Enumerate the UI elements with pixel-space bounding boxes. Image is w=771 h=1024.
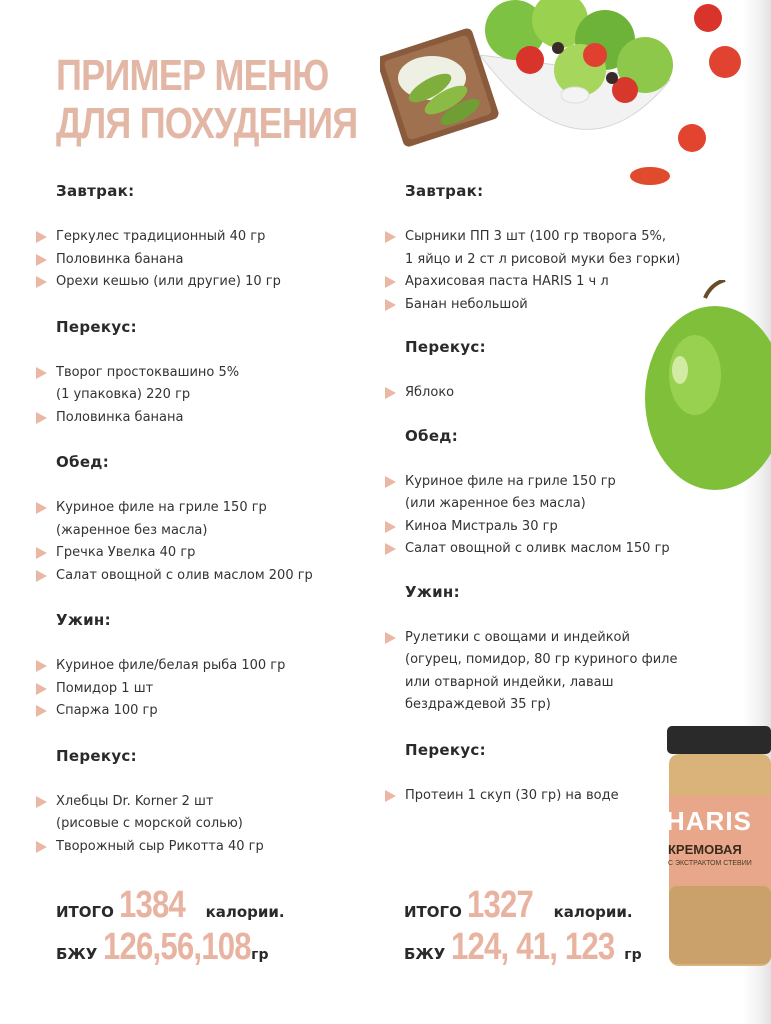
title-line-2: ДЛЯ ПОХУДЕНИЯ <box>56 99 358 148</box>
menu-item-text: Куриное филе на гриле 150 гр <box>56 500 267 515</box>
bullet-triangle-icon <box>36 570 47 582</box>
menu-section <box>34 745 374 859</box>
menu-item-list <box>34 226 374 294</box>
menu-item-text: Киноа Мистраль 30 гр <box>405 518 558 534</box>
menu-item-list <box>383 785 723 808</box>
total-label: ИТОГО <box>56 903 114 921</box>
section-heading: Ужин: <box>56 611 111 629</box>
bullet-triangle-icon <box>36 231 47 243</box>
menu-item-text: Яблоко <box>405 385 455 400</box>
menu-section <box>34 316 374 430</box>
menu-item-text: Гречка Увелка 40 гр <box>56 545 196 560</box>
menu-item-text: Куриное филе/белая рыба 100 гр <box>56 658 286 673</box>
menu-item-text: (жаренное без масла) <box>56 522 208 538</box>
bullet-triangle-icon <box>36 796 47 808</box>
menu-item <box>34 407 374 430</box>
menu-item <box>383 226 723 271</box>
menu-item <box>383 627 723 717</box>
menu-item-list <box>34 497 374 587</box>
menu-item-text: Куриное филе на гриле 150 гр <box>405 473 616 489</box>
menu-item-text: или отварной индейки, лаваш <box>405 674 614 690</box>
left-total-bju <box>56 926 274 969</box>
bullet-triangle-icon <box>385 299 396 311</box>
page-title <box>56 52 357 148</box>
bullet-triangle-icon <box>385 387 396 399</box>
total-calories-unit: калории. <box>205 903 285 921</box>
tomato <box>694 4 722 32</box>
right-total-calories <box>404 884 633 927</box>
bju-label: БЖУ <box>404 945 446 963</box>
menu-section <box>383 425 723 561</box>
section-heading: Завтрак: <box>405 182 484 200</box>
menu-item-text: 1 яйцо и 2 ст л рисовой муки без горки) <box>405 251 681 267</box>
menu-item-list <box>383 627 723 717</box>
menu-item-list <box>383 382 723 405</box>
jar-brand: HARIS <box>666 806 752 836</box>
menu-section <box>383 739 723 808</box>
menu-item-text: Банан небольшой <box>405 296 528 312</box>
section-heading: Ужин: <box>405 582 460 601</box>
tomato <box>678 124 706 152</box>
menu-item-text: бездраждевой 35 гр) <box>405 697 551 712</box>
menu-item-text: Орехи кешью (или другие) 10 гр <box>56 274 281 289</box>
bullet-triangle-icon <box>36 683 47 695</box>
bullet-triangle-icon <box>36 841 47 853</box>
total-calories-value: 1384 <box>119 884 186 926</box>
menu-section <box>34 451 374 587</box>
bullet-triangle-icon <box>385 543 396 555</box>
bullet-triangle-icon <box>385 476 396 488</box>
menu-item-list <box>34 362 374 430</box>
right-menu-column <box>383 180 723 807</box>
jar-sub-label <box>668 860 768 867</box>
bullet-triangle-icon <box>385 276 396 288</box>
jar-brand-label <box>666 806 771 837</box>
menu-item <box>383 382 723 405</box>
salad-bowl-illustration <box>380 0 760 190</box>
menu-item <box>34 836 374 859</box>
jar-variant: КРЕМОВАЯ <box>668 842 742 857</box>
section-heading: Перекус: <box>405 740 486 759</box>
menu-item <box>34 678 374 701</box>
bju-value: 124, 41, 123 <box>450 926 615 968</box>
menu-item-text: (рисовые с морской солью) <box>56 816 243 831</box>
menu-item-text: Творожный сыр Рикотта 40 гр <box>56 838 264 854</box>
bullet-triangle-icon <box>36 660 47 672</box>
total-label: ИТОГО <box>404 903 462 921</box>
menu-item <box>383 516 723 539</box>
menu-item <box>383 271 723 294</box>
menu-item <box>383 294 723 317</box>
salad-bowl <box>480 0 673 129</box>
menu-item-list <box>383 471 723 561</box>
bullet-triangle-icon <box>385 790 396 802</box>
bullet-triangle-icon <box>36 367 47 379</box>
menu-item-text: Сырники ПП 3 шт (100 гр творога 5%, <box>405 229 666 244</box>
menu-item-text: Геркулес традиционный 40 гр <box>56 229 266 244</box>
bullet-triangle-icon <box>385 231 396 243</box>
bullet-triangle-icon <box>36 254 47 266</box>
total-calories-value: 1327 <box>467 884 534 926</box>
bju-unit: гр <box>624 947 642 963</box>
bullet-triangle-icon <box>385 521 396 533</box>
menu-item <box>34 655 374 678</box>
menu-item-text: Салат овощной с оливк маслом 150 гр <box>405 541 670 556</box>
menu-item-text: Половинка банана <box>56 409 184 425</box>
jar-sublabel: С ЭКСТРАКТОМ СТЕВИИ <box>668 860 752 867</box>
menu-item <box>34 791 374 836</box>
menu-item-text: Помидор 1 шт <box>56 680 154 696</box>
menu-item-text: (огурец, помидор, 80 гр куриного филе <box>405 652 678 667</box>
menu-item-list <box>383 226 723 316</box>
menu-item-text: Хлебцы Dr. Korner 2 шт <box>56 793 214 809</box>
menu-item <box>34 362 374 407</box>
section-heading: Обед: <box>56 453 110 471</box>
menu-item-text: Арахисовая паста HARIS 1 ч л <box>405 274 609 289</box>
menu-section <box>34 609 374 723</box>
menu-item-text: Салат овощной с олив маслом 200 гр <box>56 567 313 583</box>
menu-item <box>34 565 374 588</box>
crispbread-with-avocado <box>380 27 500 148</box>
menu-item <box>34 249 374 272</box>
tomato <box>709 46 741 78</box>
menu-item-text: (или жаренное без масла) <box>405 496 586 511</box>
menu-item <box>34 497 374 542</box>
bju-unit: гр <box>251 947 269 963</box>
bju-label: БЖУ <box>56 945 98 963</box>
menu-item <box>34 226 374 249</box>
bullet-triangle-icon <box>36 705 47 717</box>
menu-item-list <box>34 791 374 859</box>
left-menu-column <box>34 180 374 858</box>
bullet-triangle-icon <box>36 502 47 514</box>
section-heading: Завтрак: <box>56 182 135 200</box>
menu-item <box>383 471 723 516</box>
menu-item-text: Рулетики с овощами и индейкой <box>405 629 630 645</box>
total-calories-unit: калории. <box>553 903 633 921</box>
menu-item-text: (1 упаковка) 220 гр <box>56 387 191 402</box>
menu-item <box>34 542 374 565</box>
section-heading: Перекус: <box>56 317 137 336</box>
menu-section <box>383 180 723 316</box>
menu-item <box>34 271 374 294</box>
menu-item-text: Протеин 1 скуп (30 гр) на воде <box>405 787 619 803</box>
section-heading: Перекус: <box>405 338 486 356</box>
menu-item <box>383 538 723 561</box>
menu-item <box>383 785 723 808</box>
menu-section <box>34 180 374 294</box>
menu-item-text: Половинка банана <box>56 251 184 267</box>
bullet-triangle-icon <box>36 276 47 288</box>
title-line-1: ПРИМЕР МЕНЮ <box>56 51 329 100</box>
menu-item-text: Творог простоквашино 5% <box>56 364 240 380</box>
menu-section <box>383 581 723 717</box>
bju-value: 126,56,108 <box>102 926 251 968</box>
menu-item <box>34 700 374 723</box>
menu-section <box>383 336 723 405</box>
menu-item-text: Спаржа 100 гр <box>56 703 158 718</box>
section-heading: Перекус: <box>56 746 137 765</box>
left-total-calories <box>56 884 285 927</box>
menu-item-list <box>34 655 374 723</box>
jar-variant-label <box>668 842 768 857</box>
bullet-triangle-icon <box>36 547 47 559</box>
bullet-triangle-icon <box>36 412 47 424</box>
bullet-triangle-icon <box>385 632 396 644</box>
section-heading: Обед: <box>405 426 459 445</box>
right-total-bju <box>404 926 647 969</box>
